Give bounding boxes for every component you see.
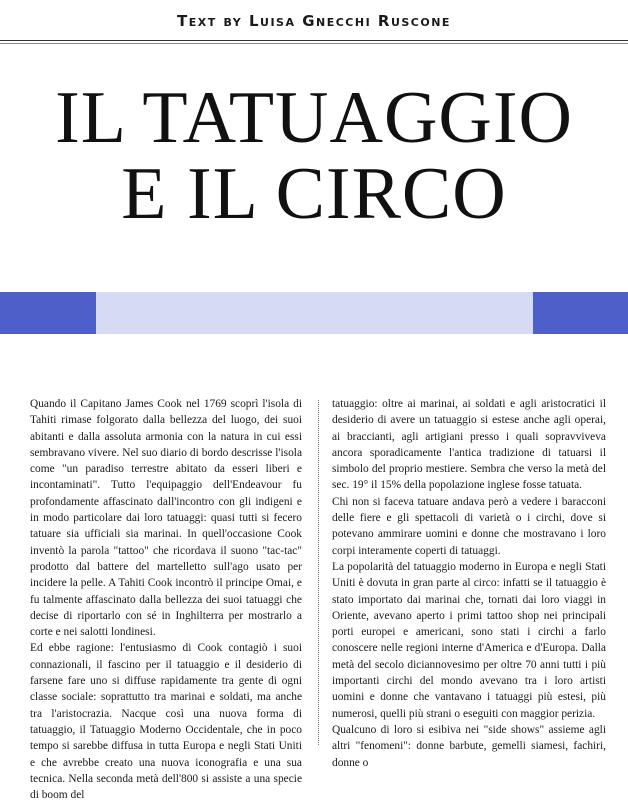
decorative-band-right <box>533 292 628 334</box>
paragraph: Qualcuno di loro si esibiva nei "side shows" assieme agli altri "fenomeni": donne barbute, gemelli siamesi, fachiri, donne o <box>332 723 606 769</box>
title-line-1: IL TATUAGGIO <box>55 77 573 159</box>
paragraph: Ed ebbe ragione: l'entusiasmo di Cook contagiò i suoi connazionali, il fascino per il tatuaggio e il desiderio di farsene fare uno si diffuse rapidamente tra gente di ogni classe sociale: soprattutto tra marinai e soldati, ma anche tra l'aristocrazia. Nacque così una nuova forma di tatuaggio, il Tatuaggio Moderno Occidentale, che in poco tempo si sarebbe diffusa in tutta Europa e negli Stati Uniti e che avrebbe creato una nuova iconografia e una sua tecnica. Nella seconda metà dell'800 si assiste a una specie di boom del <box>30 642 302 802</box>
byline: Text by Luisa Gnecchi Ruscone <box>177 12 451 30</box>
paragraph: Quando il Capitano James Cook nel 1769 scoprì l'isola di Tahiti rimase folgorato dalla bellezza del luogo, dei suoi abitanti e dalla assoluta armonia con la natura in cui essi sembravano vivere. Nel suo diario di bordo descrisse l'isola come "un paradiso terrestre abitato da esseri liberi e incontaminati". Tutto l'equipaggio dell'Endeavour fu profondamente affascinato dall'incontro con gli indigeni e in modo particolare dai loro tatuaggi: quasi tutti si fecero tatuare sia ufficiali sia marinai. In quell'occasione Cook inventò la parola "tattoo" che ricordava il suono "tac-tac" prodotto dal battere del martelletto sull'ago usato per incidere la pelle. A Tahiti Cook incontrò il principe Omai, e fu talmente affascinato dalla bellezza dei suoi tatuaggi che decise di riportarlo con sé in Inghilterra per mostrarlo a corte e nei salotti londinesi. <box>30 398 302 639</box>
top-rule-thin <box>0 43 628 44</box>
paragraph: Chi non si faceva tatuare andava però a vedere i baracconi delle fiere e gli spettacoli di varietà o i circhi, dove si potevano ammirare uomini e donne che mostravano i loro corpi interamente coperti di tatuaggi. <box>332 495 606 557</box>
column-divider <box>318 400 319 745</box>
left-column <box>30 396 302 803</box>
paragraph: La popolarità del tatuaggio moderno in Europa e negli Stati Uniti è dovuta in gran parte al circo: infatti se il tatuaggio è stato importato dai marinai che, tornati dai loro viaggi in Oriente, avevano aperto i primi tattoo shop nei principali porti europei e americani, sono stati i circhi a farlo conoscere nelle regioni interne d'America e d'Europa. Dalla metà del secolo diciannovesimo per oltre 70 anni tutti i più importanti circhi del mondo avevano tra i loro artisti uomini e donne che vantavano i tatuaggi più estesi, più numerosi, quelli più strani o eseguiti con maggior perizia. <box>332 560 606 720</box>
decorative-band-left <box>0 292 96 334</box>
top-rule <box>0 40 628 41</box>
paragraph: tatuaggio: oltre ai marinai, ai soldati e agli aristocratici il desiderio di avere un tatuaggio si estese anche agli operai, ai braccianti, agli artigiani presso i quali sopravviveva ancora sporadicamente l'antica tradizione di tatuarsi il simbolo del proprio mestiere. Sembra che verso la metà del sec. 19° il 15% della popolazione inglese fosse tatuata. <box>332 398 606 492</box>
article-title <box>0 77 628 235</box>
decorative-band-middle <box>96 292 533 334</box>
title-line-2: E IL CIRCO <box>121 153 507 235</box>
right-column <box>332 396 606 771</box>
